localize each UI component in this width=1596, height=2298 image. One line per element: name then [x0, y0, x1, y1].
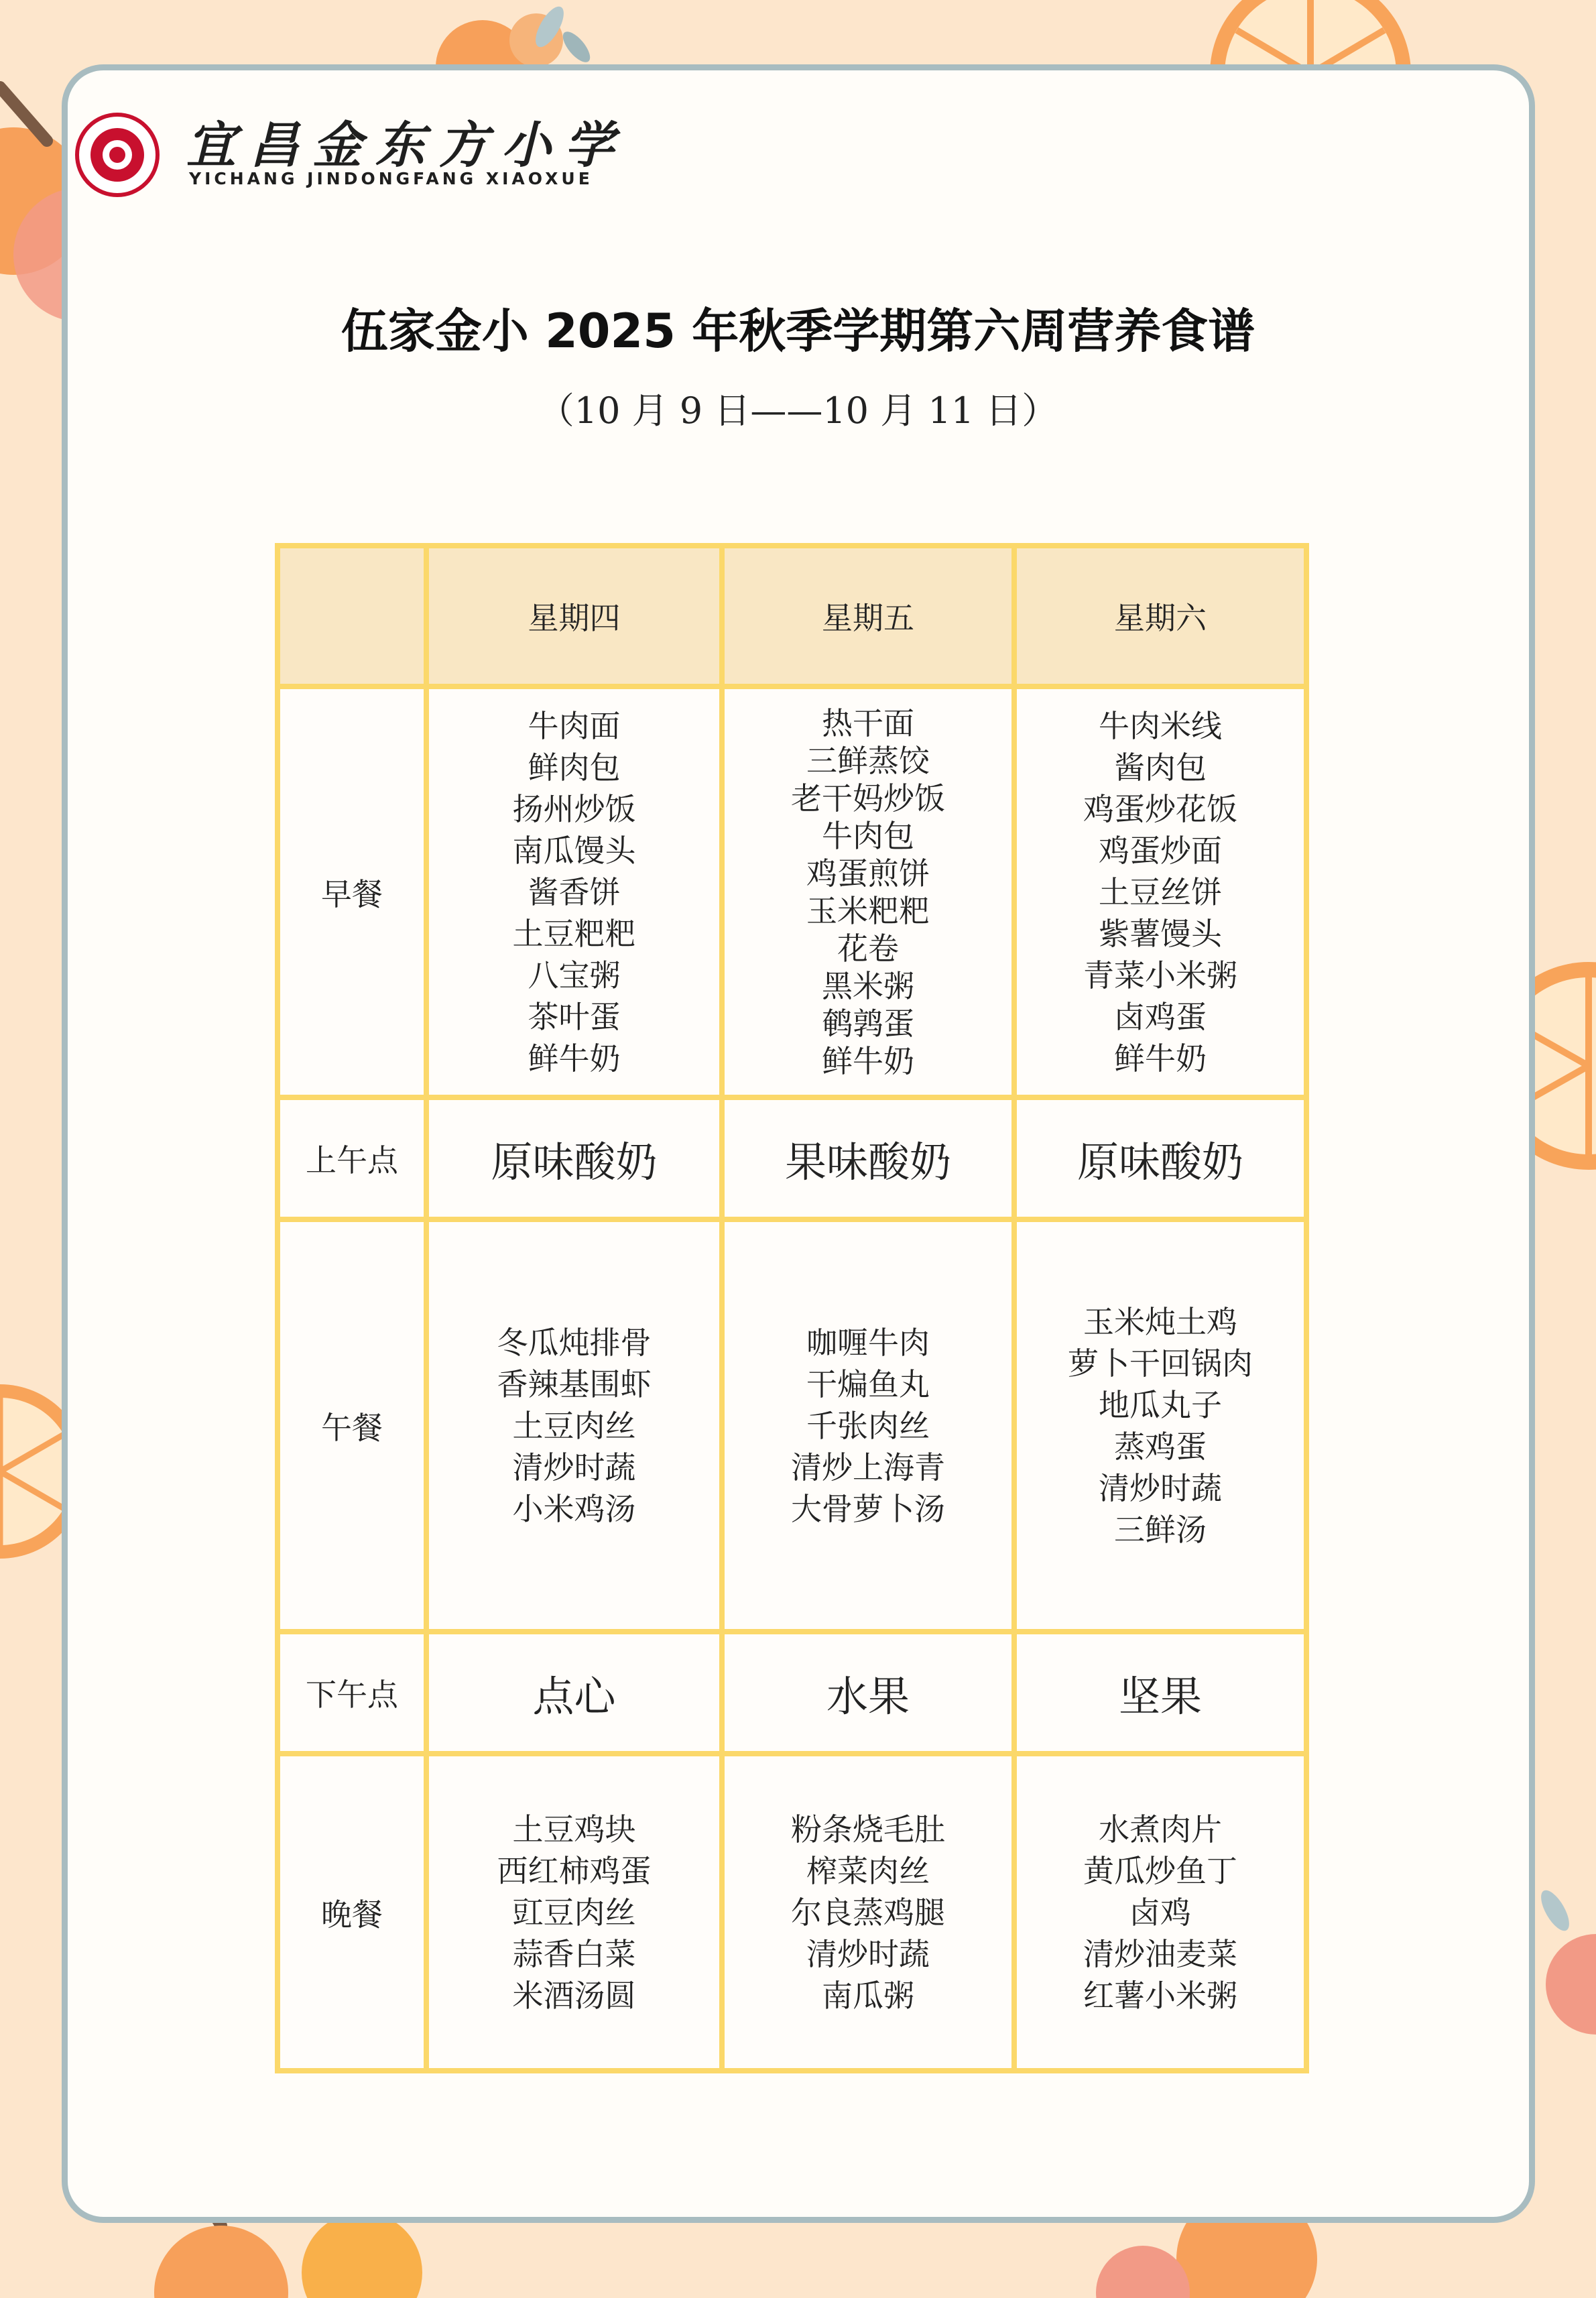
dish: 土豆粑粑 — [512, 915, 636, 952]
dish: 茶叶蛋 — [528, 998, 621, 1035]
header-corner — [278, 546, 426, 686]
dish: 清炒上海青 — [791, 1449, 945, 1486]
dish: 水煮肉片 — [1099, 1811, 1222, 1848]
dish: 鲜肉包 — [528, 749, 621, 786]
dish: 酱肉包 — [1114, 749, 1207, 786]
dish: 鹌鹑蛋 — [822, 1005, 914, 1042]
dish: 牛肉面 — [528, 707, 621, 744]
dish: 玉米炖土鸡 — [1083, 1303, 1237, 1340]
dish: 小米鸡汤 — [512, 1490, 636, 1527]
dish: 老干妈炒饭 — [791, 780, 945, 817]
dish: 冬瓜炖排骨 — [497, 1324, 652, 1361]
dish: 西红柿鸡蛋 — [497, 1852, 652, 1889]
snack-cell: 原味酸奶 — [426, 1097, 722, 1219]
table-row — [278, 1632, 1306, 1754]
school-logo-icon — [75, 113, 160, 197]
dish: 地瓜丸子 — [1099, 1386, 1222, 1423]
dish: 黑米粥 — [822, 967, 914, 1004]
dish: 紫薯馒头 — [1099, 915, 1222, 952]
header-day: 星期四 — [426, 546, 722, 686]
snack-cell: 坚果 — [1014, 1632, 1306, 1754]
page-title: 伍家金小 2025 年秋季学期第六周营养食谱 — [341, 304, 1255, 359]
meal-name: 早餐 — [278, 686, 426, 1097]
menu-table — [275, 543, 1309, 2073]
menu-cell — [1014, 1754, 1306, 2071]
dish: 咖喱牛肉 — [806, 1324, 930, 1361]
dish: 三鲜蒸饺 — [806, 742, 930, 779]
dish: 萝卜干回锅肉 — [1068, 1345, 1253, 1382]
dish: 蒜香白菜 — [512, 1935, 636, 1972]
header-day: 星期五 — [722, 546, 1014, 686]
menu-cell — [426, 686, 722, 1097]
menu-cell — [426, 1219, 722, 1632]
dish: 鸡蛋炒花饭 — [1083, 790, 1237, 827]
meal-name: 午餐 — [278, 1219, 426, 1632]
dish: 酱香饼 — [528, 873, 621, 910]
table-row — [278, 686, 1306, 1097]
dish: 扬州炒饭 — [512, 790, 636, 827]
dish: 土豆肉丝 — [512, 1407, 636, 1444]
menu-cell — [426, 1754, 722, 2071]
header-day: 星期六 — [1014, 546, 1306, 686]
snack-cell: 原味酸奶 — [1014, 1097, 1306, 1219]
dish: 清炒油麦菜 — [1083, 1935, 1237, 1972]
dish: 花卷 — [837, 930, 899, 967]
dish: 南瓜粥 — [822, 1977, 914, 2014]
dish: 大骨萝卜汤 — [791, 1490, 945, 1527]
dish: 千张肉丝 — [806, 1407, 930, 1444]
snack-cell: 果味酸奶 — [722, 1097, 1014, 1219]
dish: 米酒汤圆 — [512, 1977, 636, 2014]
dish: 热干面 — [822, 705, 914, 741]
dish: 豇豆肉丝 — [512, 1894, 636, 1931]
menu-cell — [1014, 1219, 1306, 1632]
meal-name: 上午点 — [278, 1097, 426, 1219]
table-row — [278, 1097, 1306, 1219]
orange-fruit-icon — [1536, 1886, 1596, 2035]
school-name-chinese: 宜昌金东方小学 — [186, 117, 627, 174]
dish: 卤鸡蛋 — [1114, 998, 1207, 1035]
dish: 玉米粑粑 — [806, 892, 930, 929]
menu-cell — [722, 1219, 1014, 1632]
dish: 牛肉包 — [822, 817, 914, 854]
dish: 青菜小米粥 — [1083, 957, 1237, 993]
dish: 尔良蒸鸡腿 — [791, 1894, 945, 1931]
dish: 土豆丝饼 — [1099, 873, 1222, 910]
table-row — [278, 1219, 1306, 1632]
menu-cell — [722, 1754, 1014, 2071]
dish: 鲜牛奶 — [822, 1042, 914, 1079]
dish: 清炒时蔬 — [806, 1935, 930, 1972]
dish: 粉条烧毛肚 — [791, 1811, 945, 1848]
dish: 鸡蛋炒面 — [1099, 832, 1222, 869]
dish: 鸡蛋煎饼 — [806, 855, 930, 892]
dish: 南瓜馒头 — [512, 832, 636, 869]
dish: 卤鸡 — [1129, 1894, 1191, 1931]
menu-cell — [722, 686, 1014, 1097]
dish: 八宝粥 — [528, 957, 621, 993]
dish: 牛肉米线 — [1099, 707, 1222, 744]
dish: 香辣基围虾 — [497, 1366, 652, 1402]
meal-name: 下午点 — [278, 1632, 426, 1754]
header-row — [278, 546, 1306, 686]
dish: 鲜牛奶 — [528, 1040, 621, 1077]
dish: 清炒时蔬 — [1099, 1469, 1222, 1506]
meal-name: 晚餐 — [278, 1754, 426, 2071]
dish: 鲜牛奶 — [1114, 1040, 1207, 1077]
dish: 三鲜汤 — [1114, 1511, 1207, 1548]
menu-cell — [1014, 686, 1306, 1097]
school-name-english: YICHANG JINDONGFANG XIAOXUE — [189, 169, 593, 188]
dish: 红薯小米粥 — [1083, 1977, 1237, 2014]
dish: 干煸鱼丸 — [806, 1366, 930, 1402]
dish: 蒸鸡蛋 — [1114, 1428, 1207, 1465]
dish: 清炒时蔬 — [512, 1449, 636, 1486]
date-range: （10 月 9 日——10 月 11 日） — [538, 389, 1058, 432]
dish: 榨菜肉丝 — [806, 1852, 930, 1889]
dish: 黄瓜炒鱼丁 — [1083, 1852, 1237, 1889]
snack-cell: 水果 — [722, 1632, 1014, 1754]
dish: 土豆鸡块 — [512, 1811, 636, 1848]
snack-cell: 点心 — [426, 1632, 722, 1754]
table-row — [278, 1754, 1306, 2071]
